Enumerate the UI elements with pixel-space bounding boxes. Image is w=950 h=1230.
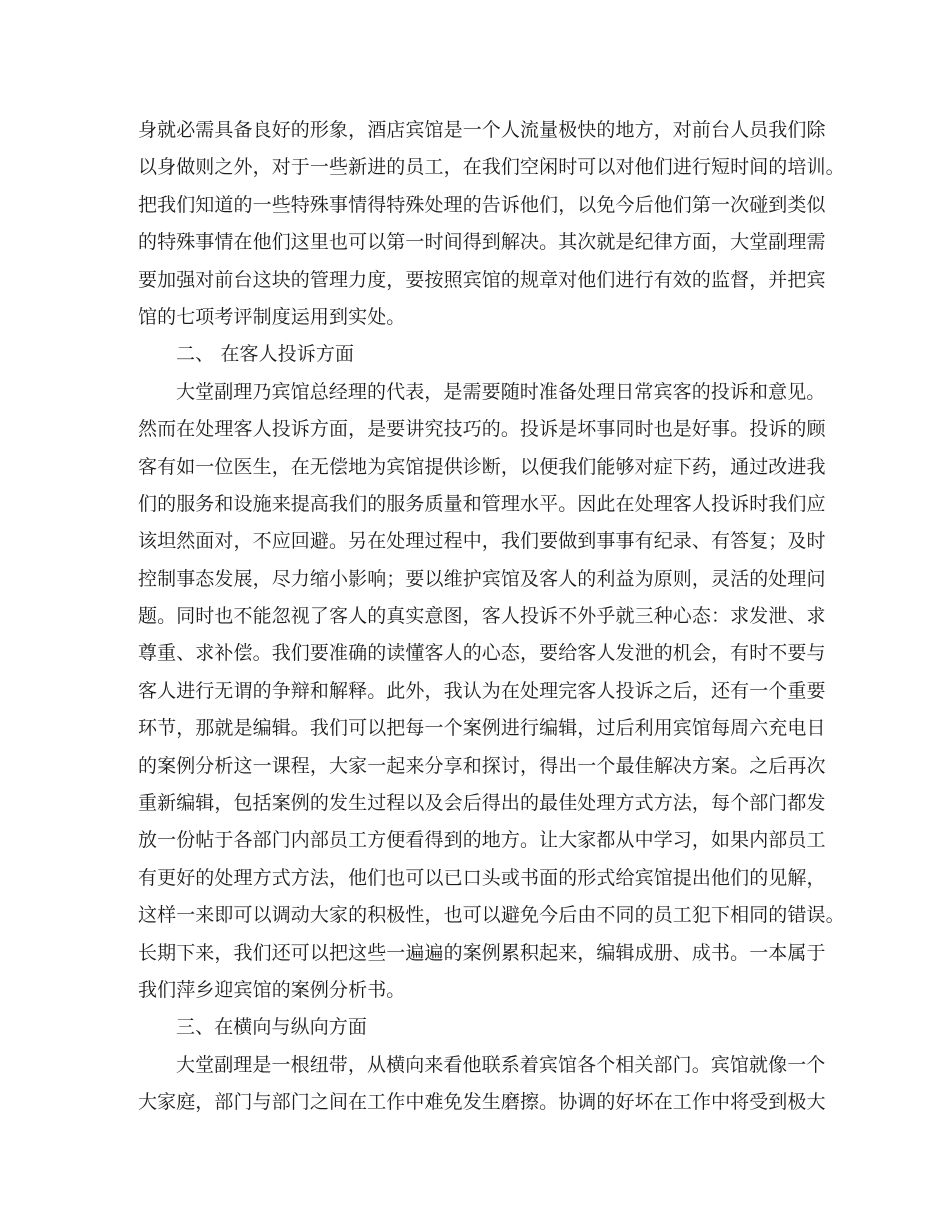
text-line: 有更好的处理方式方法，他们也可以已口头或书面的形式给宾馆提出他们的见解， [138,866,826,889]
text-line: 尊重、求补偿。我们要准确的读懂客人的心态，要给客人发泄的机会，有时不要与 [138,642,826,665]
text-line: 大堂副理乃宾馆总经理的代表，是需要随时准备处理日常宾客的投诉和意见。 [176,380,826,403]
text-line: 长期下来，我们还可以把这些一遍遍的案例累积起来，编辑成册、成书。一本属于 [138,941,826,964]
text-line: 把我们知道的一些特殊事情得特殊处理的告诉他们，以免今后他们第一次碰到类似 [138,193,826,216]
text-line: 们的服务和设施来提高我们的服务质量和管理水平。因此在处理客人投诉时我们应 [138,492,826,515]
text-line: 二、 在客人投诉方面 [176,343,355,366]
text-line: 这样一来即可以调动大家的积极性，也可以避免今后由不同的员工犯下相同的错误。 [138,904,845,927]
text-line: 以身做则之外，对于一些新进的员工，在我们空闲时可以对他们进行短时间的培训。 [138,156,845,179]
text-line: 三、在横向与纵向方面 [176,1016,368,1039]
text-line: 大堂副理是一根纽带，从横向来看他联系着宾馆各个相关部门。宾馆就像一个 [176,1053,826,1076]
text-line: 我们萍乡迎宾馆的案例分析书。 [138,978,406,1001]
text-line: 客人进行无谓的争辩和解释。此外，我认为在处理完客人投诉之后，还有一个重要 [138,679,826,702]
text-line: 控制事态发展，尽力缩小影响；要以维护宾馆及客人的利益为原则，灵活的处理问 [138,567,826,590]
text-line: 题。同时也不能忽视了客人的真实意图，客人投诉不外乎就三种心态：求发泄、求 [138,605,826,628]
document-body [138,112,845,1122]
text-line: 然而在处理客人投诉方面，是要讲究技巧的。投诉是坏事同时也是好事。投诉的顾 [138,418,826,441]
text-line: 放一份帖于各部门内部员工方便看得到的地方。让大家都从中学习，如果内部员工 [138,829,826,852]
text-line: 该坦然面对，不应回避。另在处理过程中，我们要做到事事有纪录、有答复；及时 [138,530,826,553]
text-line: 要加强对前台这块的管理力度，要按照宾馆的规章对他们进行有效的监督，并把宾 [138,268,826,291]
text-line: 的案例分析这一课程，大家一起来分享和探讨，得出一个最佳解决方案。之后再次 [138,754,826,777]
text-line: 身就必需具备良好的形象，酒店宾馆是一个人流量极快的地方，对前台人员我们除 [138,119,826,141]
text-line: 重新编辑，包括案例的发生过程以及会后得出的最佳处理方式方法，每个部门都发 [138,792,826,815]
text-line: 大家庭，部门与部门之间在工作中难免发生磨擦。协调的好坏在工作中将受到极大 [138,1091,826,1114]
text-line: 客有如一位医生，在无偿地为宾馆提供诊断，以便我们能够对症下药，通过改进我 [138,455,826,478]
text-line: 的特殊事情在他们这里也可以第一时间得到解决。其次就是纪律方面，大堂副理需 [138,231,826,254]
text-line: 馆的七项考评制度运用到实处。 [138,305,406,328]
text-line: 环节，那就是编辑。我们可以把每一个案例进行编辑，过后利用宾馆每周六充电日 [138,717,826,740]
